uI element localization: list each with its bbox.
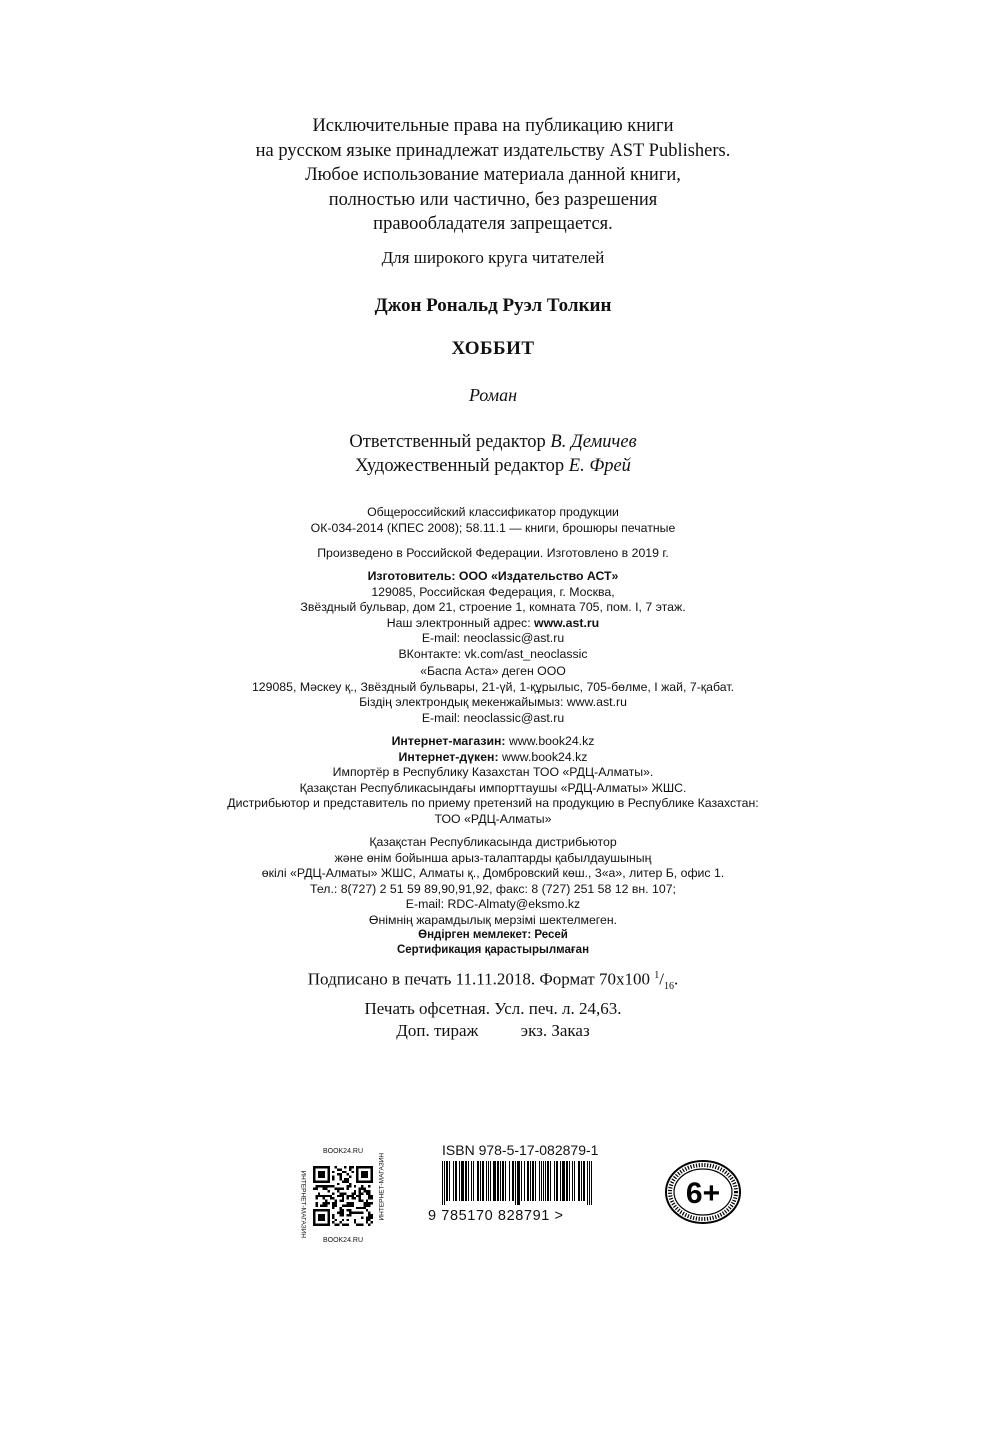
- kz-maker-line: «Баспа Аста» деген ООО: [420, 664, 566, 678]
- art-editor: [0, 454, 986, 478]
- maker-site-url[interactable]: www.ast.ru: [534, 615, 600, 630]
- kz-maker-line: E-mail: neoclassic@ast.ru: [421, 710, 565, 725]
- book-title: ХОББИТ: [451, 338, 535, 359]
- responsible-editor: [0, 430, 986, 454]
- kz-dist-line: Тел.: 8(727) 2 51 59 89,90,91,92, факс: 8 (727) 251 58 12 вн. 107;: [310, 881, 676, 896]
- origin-block: [0, 928, 986, 957]
- print-info: [0, 965, 986, 1042]
- origin-country: Өндірген мемлекет: Ресей: [418, 929, 568, 941]
- format-fraction-den: 16: [663, 981, 674, 993]
- maker-address: 129085, Российская Федерация, г. Москва,: [371, 584, 615, 599]
- kz-dist-line: өкілі «РДЦ-Алматы» ЖШС, Алматы қ., Домбровский көш., 3«а», литер Б, офис 1.: [261, 866, 725, 881]
- print-signed-end: .: [673, 969, 679, 989]
- maker-address: Звёздный бульвар, дом 21, строение 1, комната 705, пом. I, 7 этаж.: [300, 600, 686, 615]
- audience-note: Для широкого круга читателей: [381, 248, 605, 267]
- qr-side-label-right: ИНТЕРНЕТ-МАГАЗИН: [378, 1152, 386, 1221]
- kz-maker-line: 129085, Мәскеу қ., Звёздный бульвары, 21-үй, 1-құрылыс, 705-бөлме, I жай, 7-қабат.: [251, 679, 735, 694]
- print-signed-text: Подписано в печать 11.11.2018. Формат 70x100: [307, 969, 655, 989]
- maker-label: Изготовитель: ООО «Издательство АСТ»: [367, 569, 619, 583]
- print-signed: [0, 965, 986, 998]
- classifier-block: [0, 505, 986, 536]
- age-rating-badge: [664, 1159, 742, 1225]
- rights-line: Исключительные права на публикацию книги: [312, 116, 674, 136]
- art-editor-role: Художественный редактор: [355, 456, 565, 476]
- rights-line: правообладателя запрещается.: [373, 214, 613, 234]
- kz-maker-line: Біздің электрондық мекенжайымыз: www.ast.ru: [359, 695, 627, 710]
- importer-line: ТОО «РДЦ-Алматы»: [434, 811, 552, 826]
- age-rating-text: 6+: [685, 1177, 721, 1210]
- rights-notice: [0, 114, 986, 237]
- shop-block: [0, 734, 986, 828]
- importer-line: Импортёр в Республику Казахстан ТОО «РДЦ-Алматы».: [332, 765, 654, 780]
- print-order: Доп. тираж экз. Заказ: [396, 1021, 590, 1041]
- produced-note: Произведено в Российской Федерации. Изготовлено в 2019 г.: [317, 546, 669, 560]
- kz-maker-block: [0, 664, 986, 726]
- qr-top-label: BOOK24.RU: [322, 1148, 364, 1155]
- maker-site-label: Наш электронный адрес:: [386, 615, 535, 630]
- kz-dist-line: E-mail: RDC-Almaty@eksmo.kz: [405, 897, 581, 912]
- kz-distributor-block: [0, 835, 986, 929]
- rights-line: Любое использование материала данной книги,: [305, 165, 681, 185]
- kz-dist-line: Қазақстан Республикасында дистрибьютор: [369, 835, 617, 849]
- importer-line: Дистрибьютор и представитель по приему претензий на продукцию в Республике Казахстан:: [227, 796, 759, 811]
- maker-site: [0, 616, 986, 632]
- shop-kz-line: [0, 750, 986, 766]
- format-fraction-sep: /: [659, 969, 664, 989]
- barcode-icon: [442, 1161, 592, 1205]
- format-fraction-num: 1: [654, 970, 660, 981]
- certification-note: Сертификация қарастырылмаған: [396, 943, 590, 956]
- classifier-line: ОК-034-2014 (КПЕС 2008); 58.11.1 — книги, брошюры печатные: [310, 520, 676, 535]
- ean-digits: 9 785170 828791 >: [428, 1208, 564, 1224]
- genre: Роман: [468, 385, 518, 405]
- shop-kz-label: Интернет-дүкен:: [398, 749, 499, 764]
- kz-dist-line: Өнімнің жарамдылық мерзімі шектелмеген.: [368, 912, 618, 927]
- qr-block: [296, 1148, 390, 1246]
- qr-side-label-left: ИНТЕРНЕТ-МАГАЗИН: [299, 1170, 307, 1239]
- kz-dist-line: және өнім бойынша арыз-талаптарды қабылдаушының: [334, 850, 652, 865]
- author-name: Джон Рональд Руэл Толкин: [374, 295, 612, 316]
- qr-code-icon[interactable]: [313, 1158, 373, 1234]
- shop-url[interactable]: www.book24.kz: [505, 734, 595, 748]
- isbn-label: ISBN 978-5-17-082879-1: [442, 1142, 599, 1158]
- shop-label: Интернет-магазин:: [391, 734, 506, 748]
- maker-email[interactable]: E-mail: neoclassic@ast.ru: [421, 631, 565, 646]
- responsible-editor-name: В. Демичев: [550, 432, 637, 452]
- qr-bottom-label: BOOK24.RU: [322, 1237, 364, 1244]
- shop-kz-url[interactable]: www.book24.kz: [498, 749, 588, 764]
- classifier-line: Общероссийский классификатор продукции: [367, 505, 619, 519]
- rights-line: на русском языке принадлежат издательству AST Publishers.: [255, 140, 731, 161]
- editors-block: [0, 430, 986, 478]
- art-editor-name: Е. Фрей: [568, 456, 631, 476]
- print-type: Печать офсетная. Усл. печ. л. 24,63.: [364, 999, 622, 1019]
- importer-line: Қазақстан Республикасындағы импорттаушы «РДЦ-Алматы» ЖШС.: [299, 780, 687, 795]
- shop-line: [0, 734, 986, 750]
- responsible-editor-role: Ответственный редактор: [349, 432, 546, 452]
- rights-line: полностью или частично, без разрешения: [328, 189, 658, 210]
- maker-block: [0, 569, 986, 663]
- maker-vk[interactable]: ВКонтакте: vk.com/ast_neoclassic: [398, 646, 588, 661]
